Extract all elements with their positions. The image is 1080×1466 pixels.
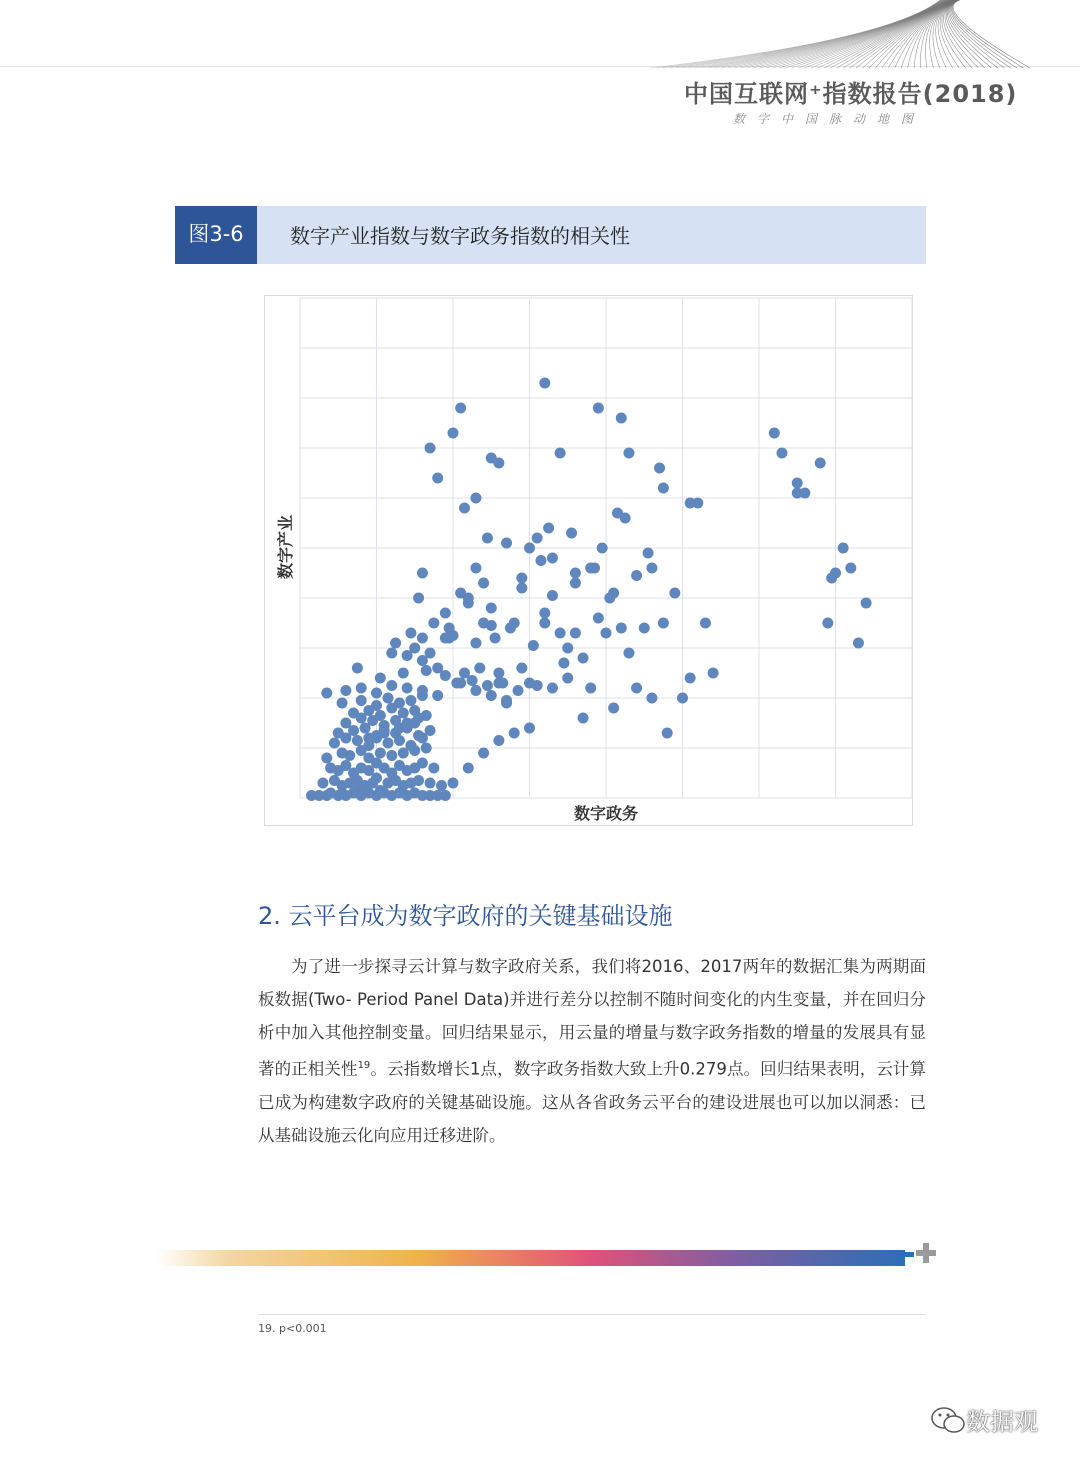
scatter-point <box>555 628 566 639</box>
figure-title: 数字产业指数与数字政务指数的相关性 <box>290 224 630 248</box>
scatter-point <box>405 628 416 639</box>
scatter-point <box>578 713 589 724</box>
scatter-point <box>493 678 504 689</box>
scatter-point <box>432 663 443 674</box>
scatter-point <box>470 638 481 649</box>
scatter-point <box>425 443 436 454</box>
scatter-point <box>432 473 443 484</box>
scatter-point <box>379 728 390 739</box>
scatter-point <box>405 695 416 706</box>
scatter-point <box>769 428 780 439</box>
body-text-part2: 。云指数增长1点，数字政务指数大致上升0.279点。回归结果表明，云计算已成为构建数字政府的关键基础设施。这从各省政务云平台的建设进展也可以加以洞悉：已从基础设施云化向应用迁移进阶。 <box>258 1059 927 1145</box>
scatter-point <box>425 725 436 736</box>
scatter-point <box>501 698 512 709</box>
scatter-point <box>386 750 397 761</box>
scatter-point <box>646 563 657 574</box>
scatter-point <box>597 543 608 554</box>
scatter-point <box>593 403 604 414</box>
scatter-point <box>417 568 428 579</box>
footnote-rule <box>258 1314 926 1315</box>
wechat-icon <box>928 1400 968 1440</box>
scatter-point <box>356 695 367 706</box>
y-axis-label: 数字产业 <box>276 514 295 580</box>
scatter-point <box>363 733 374 744</box>
scatter-point <box>623 648 634 659</box>
scatter-point <box>386 648 397 659</box>
scatter-point <box>478 618 489 629</box>
scatter-point <box>547 553 558 564</box>
scatter-point <box>474 663 485 674</box>
scatter-point <box>398 708 409 719</box>
scatter-point <box>547 683 558 694</box>
scatter-point <box>344 750 355 761</box>
scatter-point <box>375 710 386 721</box>
scatter-point <box>486 603 497 614</box>
scatter-point <box>589 563 600 574</box>
scatter-point <box>792 478 803 489</box>
scatter-point <box>375 673 386 684</box>
scatter-point <box>700 618 711 629</box>
scatter-point <box>409 705 420 716</box>
scatter-point <box>509 728 520 739</box>
scatter-point <box>409 718 420 729</box>
scatter-point <box>337 698 348 709</box>
scatter-point <box>815 458 826 469</box>
scatter-point <box>566 528 577 539</box>
scatter-point <box>516 583 527 594</box>
x-axis-label: 数字政务 <box>573 804 639 823</box>
scatter-point <box>669 588 680 599</box>
scatter-point <box>539 378 550 389</box>
header-fan-graphic <box>640 0 1080 70</box>
scatter-point <box>413 775 424 786</box>
scatter-point <box>799 488 810 499</box>
scatter-point <box>321 753 332 764</box>
scatter-point <box>658 618 669 629</box>
scatter-point <box>838 543 849 554</box>
scatter-point <box>570 568 581 579</box>
footnote-ref[interactable]: 19 <box>357 1060 371 1071</box>
scatter-point <box>463 763 474 774</box>
scatter-point <box>417 685 428 696</box>
scatter-point <box>555 448 566 459</box>
scatter-point <box>516 663 527 674</box>
scatter-point <box>440 633 451 644</box>
scatter-chart <box>264 295 913 826</box>
scatter-point <box>570 628 581 639</box>
scatter-point <box>493 735 504 746</box>
scatter-point <box>390 638 401 649</box>
scatter-point <box>501 538 512 549</box>
report-title: 中国互联网⁺指数报告(2018) <box>684 80 1018 108</box>
scatter-point <box>490 633 501 644</box>
scatter-point <box>371 700 382 711</box>
scatter-point <box>440 790 451 801</box>
body-paragraph <box>258 950 926 1152</box>
watermark-text: 数据观 <box>966 1408 1038 1436</box>
body-text-part1: 为了进一步探寻云计算与数字政府关系，我们将2016、2017两年的数据汇集为两期面板数据(Two- Period Panel Data)并进行差分以控制不随时间变化的内生变量，并在回归分析中加入其他控制变量。回归结果显示，用云量的增量与数字政务指数的增量的发展具有显著的正相关性 <box>258 957 926 1079</box>
scatter-point <box>340 718 351 729</box>
scatter-point <box>822 618 833 629</box>
scatter-point <box>578 653 589 664</box>
scatter-point <box>348 708 359 719</box>
scatter-point <box>853 638 864 649</box>
scatter-point <box>535 555 546 566</box>
scatter-point <box>417 758 428 769</box>
scatter-point <box>478 578 489 589</box>
scatter-point <box>352 663 363 674</box>
scatter-point <box>425 778 436 789</box>
scatter-point <box>692 498 703 509</box>
scatter-point <box>470 563 481 574</box>
scatter-point <box>562 673 573 684</box>
scatter-point <box>677 693 688 704</box>
scatter-point <box>317 778 328 789</box>
scatter-point <box>662 728 673 739</box>
scatter-point <box>428 618 439 629</box>
scatter-point <box>444 623 455 634</box>
scatter-point <box>340 685 351 696</box>
scatter-point <box>539 608 550 619</box>
scatter-point <box>425 648 436 659</box>
figure-label: 图3-6 <box>175 206 257 264</box>
scatter-point <box>463 593 474 604</box>
fan-line <box>946 0 985 68</box>
fan-line <box>953 0 1030 68</box>
scatter-point <box>623 448 634 459</box>
scatter-point <box>398 668 409 679</box>
scatter-point <box>421 710 432 721</box>
scatter-point <box>643 548 654 559</box>
scatter-point <box>382 738 393 749</box>
scatter-point <box>845 563 856 574</box>
scatter-point <box>528 640 539 651</box>
scatter-point <box>601 628 612 639</box>
scatter-point <box>413 730 424 741</box>
scatter-point <box>616 413 627 424</box>
scatter-point <box>570 578 581 589</box>
scatter-point <box>493 458 504 469</box>
scatter-point <box>413 593 424 604</box>
scatter-point <box>685 673 696 684</box>
decorative-gradient-bar <box>155 1250 905 1266</box>
scatter-point <box>448 428 459 439</box>
scatter-point <box>371 688 382 699</box>
scatter-point <box>329 738 340 749</box>
scatter-point <box>646 693 657 704</box>
scatter-point <box>436 780 447 791</box>
plus-logo-icon <box>900 1238 940 1268</box>
scatter-point <box>375 748 386 759</box>
scatter-point <box>417 633 428 644</box>
scatter-point <box>459 668 470 679</box>
scatter-point <box>482 680 493 691</box>
scatter-point <box>505 623 516 634</box>
scatter-point <box>482 533 493 544</box>
scatter-point <box>470 685 481 696</box>
scatter-point <box>386 680 397 691</box>
scatter-point <box>826 573 837 584</box>
scatter-point <box>356 683 367 694</box>
scatter-point <box>486 690 497 701</box>
scatter-point <box>524 723 535 734</box>
scatter-point <box>448 778 459 789</box>
scatter-chart-svg <box>264 295 913 826</box>
scatter-point <box>333 728 344 739</box>
scatter-point <box>321 688 332 699</box>
scatter-point <box>585 683 596 694</box>
report-subtitle: 数字中国脉动地图 <box>733 112 926 126</box>
figure-caption-bar <box>175 206 926 264</box>
scatter-point <box>631 570 642 581</box>
scatter-point <box>459 503 470 514</box>
scatter-point <box>543 523 554 534</box>
scatter-point <box>382 693 393 704</box>
scatter-point <box>493 668 504 679</box>
scatter-point <box>470 493 481 504</box>
footnote: 19. p<0.001 <box>258 1322 327 1335</box>
scatter-point <box>639 623 650 634</box>
scatter-point <box>604 593 615 604</box>
section-title: 2. 云平台成为数字政府的关键基础设施 <box>258 902 673 930</box>
scatter-point <box>513 685 524 696</box>
scatter-point <box>409 643 420 654</box>
scatter-point <box>421 743 432 754</box>
scatter-point <box>776 448 787 459</box>
scatter-point <box>558 658 569 669</box>
scatter-point <box>394 723 405 734</box>
fan-line <box>676 0 942 68</box>
scatter-point <box>352 735 363 746</box>
scatter-point <box>402 683 413 694</box>
scatter-point <box>516 573 527 584</box>
scatter-point <box>593 613 604 624</box>
scatter-point <box>363 753 374 764</box>
scatter-point <box>428 763 439 774</box>
scatter-point <box>451 678 462 689</box>
scatter-point <box>524 543 535 554</box>
scatter-point <box>532 533 543 544</box>
scatter-point <box>654 463 665 474</box>
scatter-point <box>861 598 872 609</box>
scatter-point <box>478 748 489 759</box>
scatter-point <box>405 740 416 751</box>
scatter-point <box>547 590 558 601</box>
scatter-point <box>421 665 432 676</box>
scatter-point <box>455 403 466 414</box>
scatter-point <box>608 703 619 714</box>
scatter-point <box>524 678 535 689</box>
scatter-point <box>616 623 627 634</box>
scatter-point <box>432 690 443 701</box>
scatter-point <box>620 513 631 524</box>
scatter-point <box>440 608 451 619</box>
scatter-point <box>394 698 405 709</box>
scatter-point <box>708 668 719 679</box>
scatter-point <box>562 643 573 654</box>
scatter-point <box>631 683 642 694</box>
scatter-point <box>539 618 550 629</box>
scatter-point <box>658 483 669 494</box>
